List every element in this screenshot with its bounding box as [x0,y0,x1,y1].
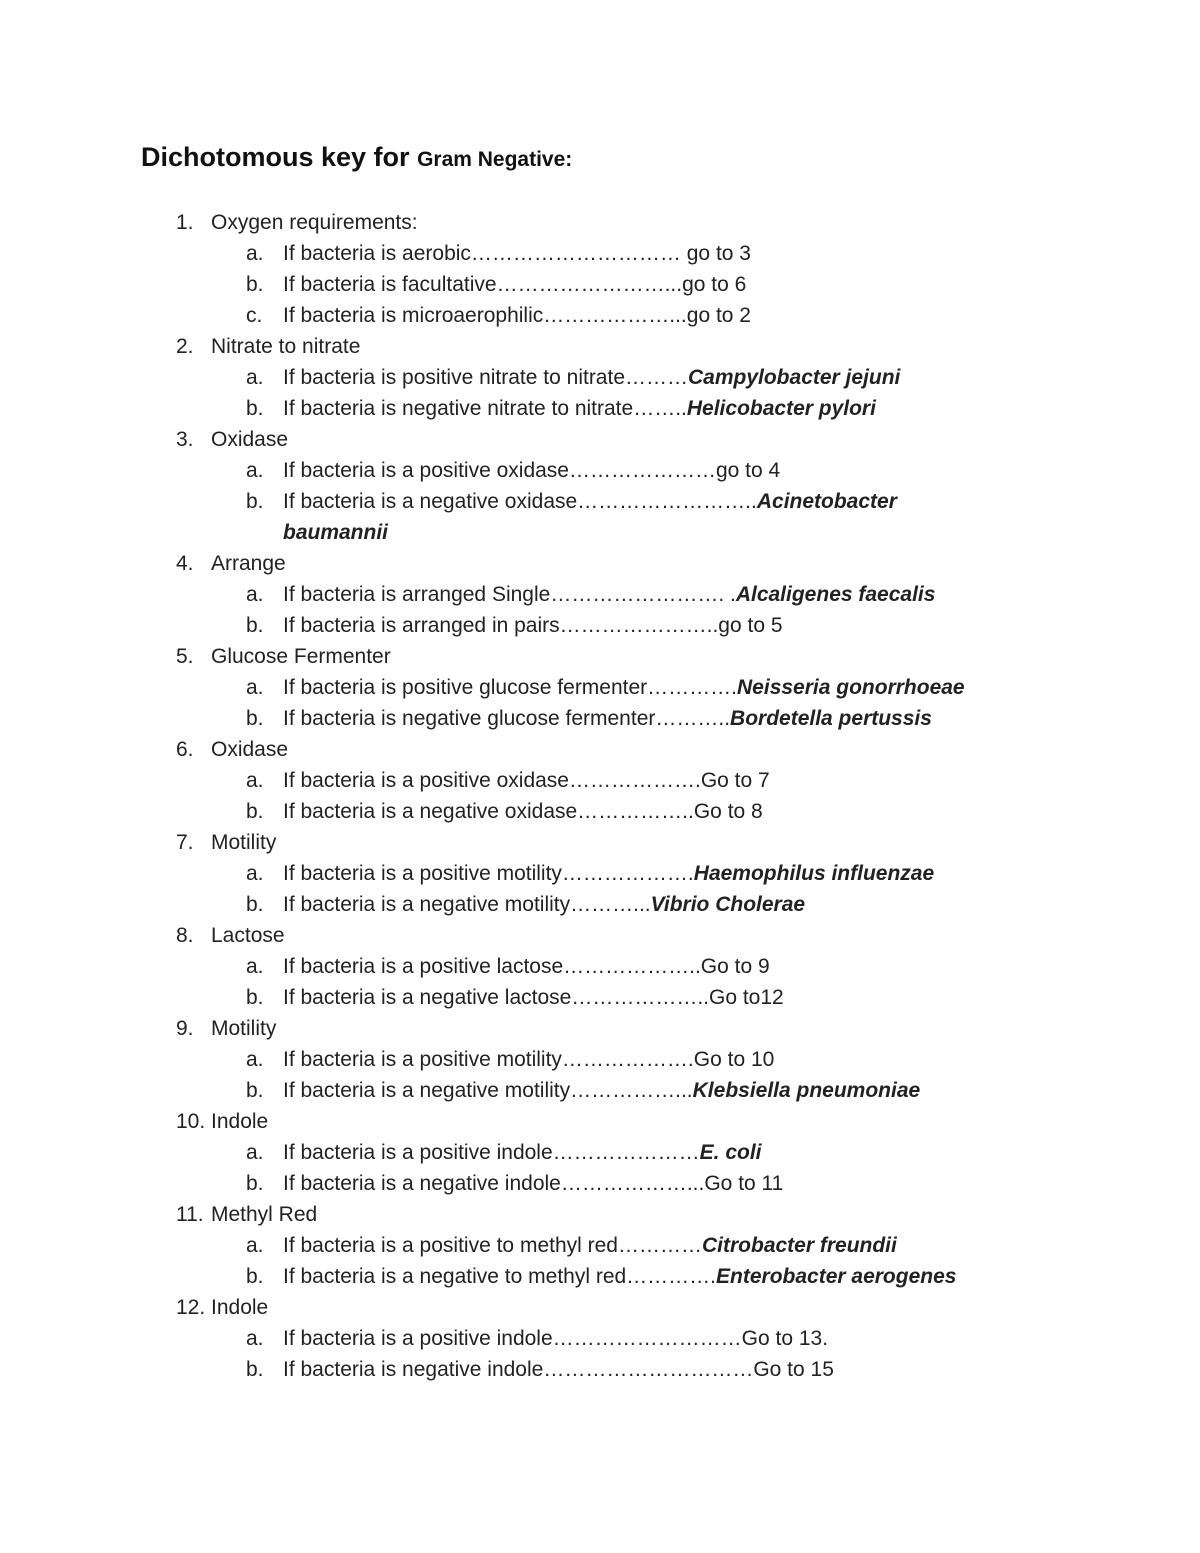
step-option [0,1230,1200,1261]
option-text: If bacteria is a positive motility………………. [283,862,694,885]
option-text-line [283,579,935,610]
key-step [0,920,1200,951]
step-label: Methyl Red [211,1203,318,1226]
option-text-line [283,1323,828,1354]
option-text: If bacteria is a positive indole………………………Go to 13. [283,1327,829,1350]
option-letter: a. [246,366,264,389]
step-option [0,610,1200,641]
option-text-line [283,765,770,796]
option-text-line [283,672,965,703]
option-letter: b. [246,397,264,420]
key-step [0,207,1200,238]
option-text-line [283,982,784,1013]
option-text: If bacteria is facultative……………………...go to 6 [283,273,747,296]
option-result-organism: Vibrio Cholerae [650,893,806,916]
step-label: Lactose [211,924,285,947]
step-number: 3. [176,428,194,451]
key-step [0,1292,1200,1323]
option-text: If bacteria is a negative indole………………...Go to 11 [283,1172,784,1195]
option-letter: b. [246,614,264,637]
option-result-organism: Acinetobacter [756,490,897,513]
step-option [0,1137,1200,1168]
option-text: If bacteria is positive nitrate to nitrate……… [283,366,688,389]
option-text: If bacteria is negative indole…………………………Go to 15 [283,1358,834,1381]
step-label: Oxidase [211,428,289,451]
option-result-organism: E. coli [699,1141,762,1164]
step-option [0,1044,1200,1075]
option-letter: a. [246,583,264,606]
key-step [0,1199,1200,1230]
option-result-organism: Helicobacter pylori [686,397,876,420]
key-step [0,641,1200,672]
option-text: If bacteria is aerobic………………………… go to 3 [283,242,751,265]
option-result-organism: Klebsiella pneumoniae [692,1079,921,1102]
option-letter: c. [246,304,263,327]
option-text-line [283,889,805,920]
option-letter: b. [246,707,264,730]
option-text: If bacteria is microaerophilic………………...go to 2 [283,304,751,327]
step-option [0,1261,1200,1292]
option-result-organism: Citrobacter freundii [702,1234,897,1257]
key-step [0,548,1200,579]
option-text-line [283,703,932,734]
option-letter: a. [246,1327,264,1350]
option-letter: a. [246,955,264,978]
step-label: Indole [211,1110,269,1133]
option-letter: b. [246,273,264,296]
option-text: If bacteria is a negative lactose………………..Go to12 [283,986,784,1009]
option-letter: b. [246,1079,264,1102]
step-label: Arrange [211,552,286,575]
option-text-line [283,393,876,424]
step-option [0,672,1200,703]
option-text: If bacteria is a positive oxidase……………….Go to 7 [283,769,770,792]
step-number: 10. [176,1110,206,1133]
step-number: 4. [176,552,194,575]
option-text-line [283,796,763,827]
step-number: 12. [176,1296,206,1319]
step-number: 2. [176,335,194,358]
step-option [0,579,1200,610]
step-number: 11. [176,1203,204,1226]
option-letter: a. [246,1234,264,1257]
option-text: If bacteria is a positive indole………………… [283,1141,700,1164]
option-text: If bacteria is positive glucose fermenter…………. [283,676,738,699]
option-result-organism: Alcaligenes faecalis [735,583,936,606]
option-text: If bacteria is a negative oxidase…………………….. [283,490,757,513]
option-result-organism: Enterobacter aerogenes [716,1265,957,1288]
option-text: If bacteria is arranged in pairs…………………..go to 5 [283,614,783,637]
option-letter: a. [246,459,264,482]
step-label: Motility [211,831,277,854]
option-letter: b. [246,800,264,823]
title-main: Dichotomous key for [141,142,410,172]
option-text-line [283,238,751,269]
option-text: If bacteria is a negative to methyl red…………. [283,1265,717,1288]
document-title [141,142,572,173]
option-text: If bacteria is a positive lactose………………..Go to 9 [283,955,770,978]
option-result-organism: Bordetella pertussis [730,707,932,730]
option-letter: a. [246,862,264,885]
option-result-organism: Haemophilus influenzae [693,862,935,885]
option-text: If bacteria is a positive to methyl red………… [283,1234,702,1257]
option-letter: a. [246,1141,264,1164]
option-text-line [283,362,900,393]
option-text-line [283,300,751,331]
key-step [0,827,1200,858]
option-text: If bacteria is a negative oxidase……………..Go to 8 [283,800,763,823]
step-option [0,796,1200,827]
step-option [0,858,1200,889]
option-result-organism: Campylobacter jejuni [688,366,901,389]
option-text: If bacteria is negative nitrate to nitrate…….. [283,397,687,420]
option-text: If bacteria is a negative motility……………... [283,1079,693,1102]
step-label: Indole [211,1296,269,1319]
option-text: If bacteria is a negative motility………... [283,893,651,916]
step-option [0,269,1200,300]
step-option [0,238,1200,269]
step-option [0,1075,1200,1106]
step-option [0,455,1200,486]
step-option [0,486,1200,548]
step-label: Glucose Fermenter [211,645,391,668]
key-step [0,424,1200,455]
step-option [0,362,1200,393]
option-letter: b. [246,1358,264,1381]
step-option [0,951,1200,982]
option-letter: b. [246,986,264,1009]
option-text-line [283,1137,762,1168]
step-label: Oxidase [211,738,289,761]
option-text-line [283,455,780,486]
option-text-line [283,1075,920,1106]
step-option [0,765,1200,796]
option-letter: a. [246,769,264,792]
option-text-line [283,1044,774,1075]
option-text-line [283,1354,834,1385]
step-option [0,703,1200,734]
key-step [0,331,1200,362]
step-option [0,889,1200,920]
option-text-line [283,1168,783,1199]
option-letter: b. [246,490,264,513]
step-number: 5. [176,645,194,668]
step-number: 6. [176,738,194,761]
option-text-line [283,269,746,300]
option-letter: a. [246,1048,264,1071]
key-step [0,1013,1200,1044]
option-letter: b. [246,1265,264,1288]
step-option [0,1323,1200,1354]
dichotomous-key-list [0,207,1200,1385]
option-letter: b. [246,1172,264,1195]
step-label: Motility [211,1017,277,1040]
step-label: Nitrate to nitrate [211,335,361,358]
step-label: Oxygen requirements: [211,211,418,234]
option-text: If bacteria is negative glucose fermenter……….. [283,707,731,730]
option-text-line [283,951,770,982]
option-result-continuation: baumannii [283,521,389,544]
step-number: 1. [176,211,194,234]
option-text-line [283,1261,956,1292]
step-option [0,982,1200,1013]
step-option [0,1168,1200,1199]
option-text-line [283,486,897,517]
option-text-line [283,1230,897,1261]
option-text-line [283,858,934,889]
step-number: 8. [176,924,194,947]
step-number: 9. [176,1017,194,1040]
option-letter: a. [246,242,264,265]
step-number: 7. [176,831,194,854]
step-option [0,300,1200,331]
option-text-line [283,610,783,641]
option-result-organism: Neisseria gonorrhoeae [737,676,965,699]
option-text: If bacteria is a positive oxidase…………………go to 4 [283,459,781,482]
option-letter: b. [246,893,264,916]
step-option [0,1354,1200,1385]
option-letter: a. [246,676,264,699]
key-step [0,1106,1200,1137]
option-text: If bacteria is arranged Single……………………. . [283,583,736,606]
step-option [0,393,1200,424]
title-suffix: Gram Negative: [417,148,573,171]
key-step [0,734,1200,765]
option-text: If bacteria is a positive motility……………….Go to 10 [283,1048,775,1071]
